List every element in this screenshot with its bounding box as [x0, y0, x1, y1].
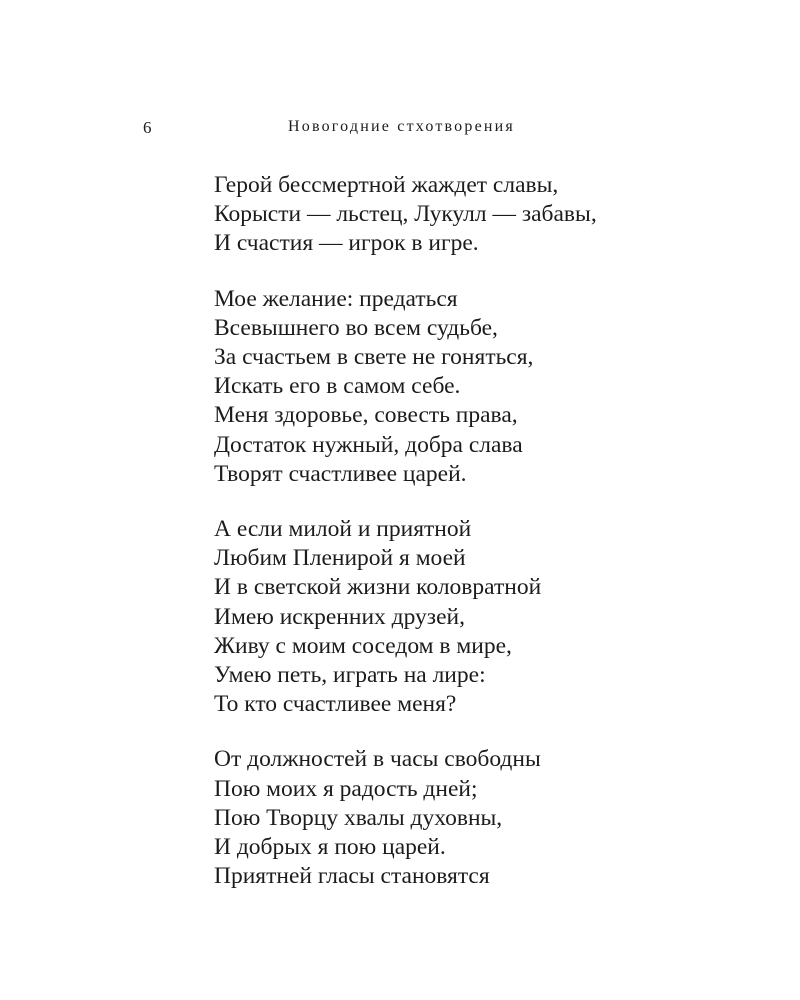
poem-line: Меня здоровье, совесть права, [214, 402, 518, 429]
poem-line: И счастия — игрок в игре. [214, 230, 479, 257]
poem [214, 171, 754, 917]
poem-line: Достаток нужный, добра слава [214, 431, 523, 458]
stanza [214, 285, 754, 489]
poem-line: Пою моих я радость дней; [214, 775, 478, 802]
poem-line: И добрых я пою царей. [214, 834, 446, 861]
poem-line: Мое желание: предаться [214, 285, 458, 312]
poem-line: Имею искренних друзей, [214, 603, 465, 630]
running-title: Новогодние стхотворения [288, 118, 515, 135]
poem-line: Умею петь, играть на лире: [214, 662, 486, 689]
poem-line: И в светской жизни коловратной [214, 574, 542, 601]
poem-line: Любим Пленирой я моей [214, 545, 466, 572]
poem-line: Пою Творцу хвалы духовны, [214, 804, 503, 831]
poem-line: То кто счастливее меня? [214, 691, 457, 718]
page-number: 6 [143, 118, 152, 137]
stanza [214, 171, 754, 259]
poem-line: Корысти — льстец, Лукулл — забавы, [214, 201, 597, 228]
stanza [214, 515, 754, 719]
poem-line: Герой бессмертной жаждет славы, [214, 172, 559, 198]
poem-line: За счастьем в свете не гоняться, [214, 344, 534, 371]
poem-line: Живу с моим соседом в мире, [214, 632, 512, 659]
stanza [214, 745, 754, 891]
poem-line: Искать его в самом себе. [214, 373, 461, 400]
poem-line: Всевышнего во всем судьбе, [214, 314, 498, 341]
poem-line: Приятней гласы становятся [214, 863, 490, 890]
poem-line: А если милой и приятной [214, 516, 472, 543]
poem-line: Творят счастливее царей. [214, 460, 467, 487]
poem-line: От должностей в часы свободны [214, 746, 541, 773]
